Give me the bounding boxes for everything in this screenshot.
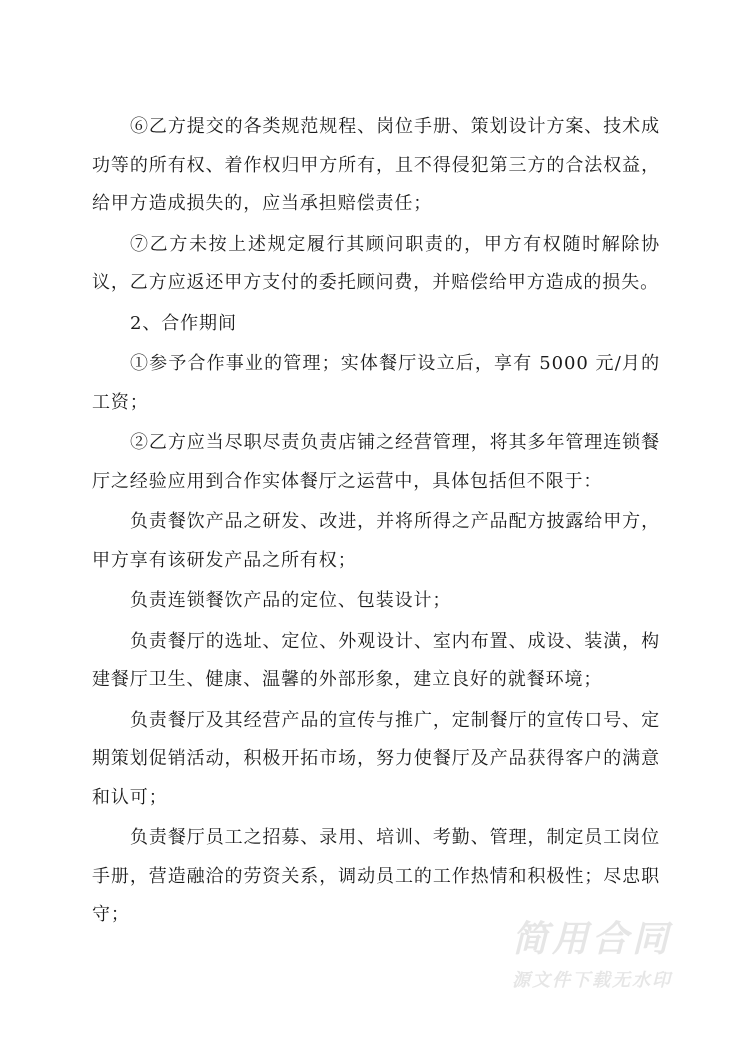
document-body xyxy=(92,108,660,937)
duty-marketing-paragraph: 负责餐厅及其经营产品的宣传与推广，定制餐厅的宣传口号、定期策划促销活动，积极开拓市场，努力使餐厅及产品获得客户的满意和认可； xyxy=(92,709,660,808)
duty-site-design-paragraph: 负责餐厅的选址、定位、外观设计、室内布置、成设、装潢，构建餐厅卫生、健康、温馨的外部形象，建立良好的就餐环境； xyxy=(92,630,660,690)
clause-6-paragraph: ⑥乙方提交的各类规范规程、岗位手册、策划设计方案、技术成功等的所有权、着作权归甲方所有，且不得侵犯第三方的合法权益，给甲方造成损失的，应当承担赔偿责任； xyxy=(92,116,660,214)
cooperation-clause-2-paragraph: ②乙方应当尽职尽责负责店铺之经营管理，将其多年管理连锁餐厅之经验应用到合作实体餐厅之运营中，具体包括但不限于： xyxy=(92,432,660,492)
watermark-subtitle: 源文件下载无水印 xyxy=(512,970,672,991)
duty-staff-management-paragraph: 负责餐厅员工之招募、录用、培训、考勤、管理，制定员工岗位手册，营造融洽的劳资关系，调动员工的工作热情和积极性；尽忠职守； xyxy=(92,827,660,925)
watermark xyxy=(512,918,712,994)
section-heading-cooperation-period: 2、合作期间 xyxy=(130,312,237,334)
duty-product-rd-paragraph: 负责餐饮产品之研发、改进，并将所得之产品配方披露给甲方，甲方享有该研发产品之所有权； xyxy=(92,511,660,571)
cooperation-clause-1-paragraph: ①参予合作事业的管理；实体餐厅设立后，享有 5000 元/月的工资； xyxy=(92,353,660,413)
clause-7-paragraph: ⑦乙方未按上述规定履行其顾问职责的，甲方有权随时解除协议，乙方应返还甲方支付的委托顾问费，并赔偿给甲方造成的损失。 xyxy=(92,233,660,293)
watermark-title: 简用合同 xyxy=(512,919,673,960)
duty-positioning-packaging-paragraph: 负责连锁餐饮产品的定位、包装设计； xyxy=(130,590,452,611)
